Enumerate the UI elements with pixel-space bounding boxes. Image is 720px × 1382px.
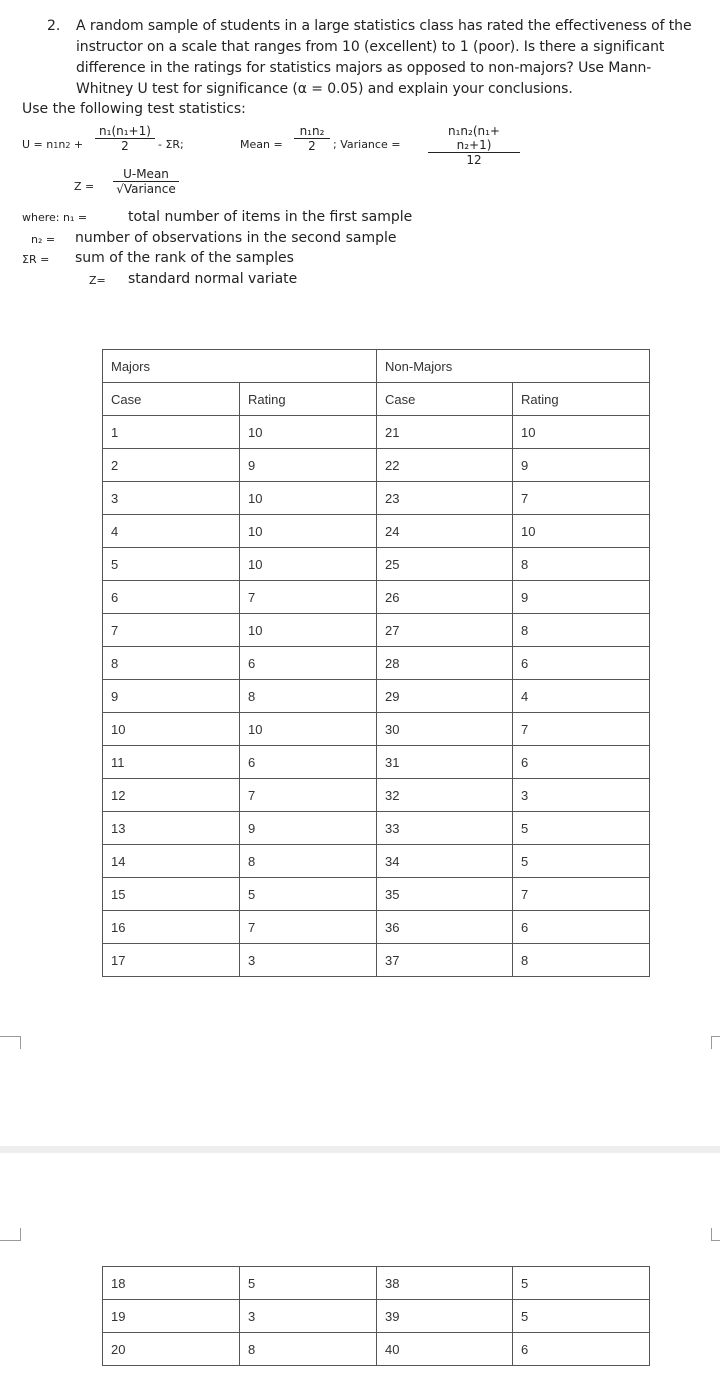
non-majors-rating-cell: 9	[513, 581, 650, 614]
non-majors-case-cell: 36	[377, 911, 513, 944]
z-fraction: U-Mean √Variance	[113, 167, 179, 196]
non-majors-case-cell: 37	[377, 944, 513, 977]
non-majors-rating-cell: 10	[513, 416, 650, 449]
where-label: where: n₁ =	[22, 211, 88, 224]
non-majors-case-cell: 27	[377, 614, 513, 647]
majors-case-cell: 2	[103, 449, 240, 482]
non-majors-case-cell: 30	[377, 713, 513, 746]
mean-label: Mean =	[240, 138, 283, 151]
non-majors-rating-cell: 6	[513, 647, 650, 680]
majors-rating-cell: 3	[240, 1300, 377, 1333]
sr-label: ΣR =	[22, 253, 50, 266]
majors-case-cell: 5	[103, 548, 240, 581]
question-line-3: difference in the ratings for statistics majors as opposed to non-majors? Use Mann-	[76, 60, 652, 76]
non-majors-case-cell: 21	[377, 416, 513, 449]
majors-header: Majors	[103, 350, 377, 383]
non-majors-rating-cell: 8	[513, 614, 650, 647]
majors-case-cell: 12	[103, 779, 240, 812]
table-row	[103, 548, 650, 581]
u-fraction: $\frac{\text{n₁(n₁+1)}}{2}$	[95, 124, 155, 153]
question-number: 2.	[47, 18, 61, 34]
z-definition: standard normal variate	[128, 271, 298, 287]
non-majors-rating-cell: 7	[513, 713, 650, 746]
non-majors-case-cell: 39	[377, 1300, 513, 1333]
non-majors-case-cell: 23	[377, 482, 513, 515]
u-formula-tail: - ΣR;	[158, 138, 184, 151]
mean-fraction: $\frac{\text{n₁n₂}}{2}$	[294, 124, 330, 153]
non-majors-rating-cell: 6	[513, 1333, 650, 1366]
n2-label: n₂ =	[31, 233, 56, 246]
non-majors-case-cell: 25	[377, 548, 513, 581]
table-row	[103, 944, 650, 977]
majors-rating-cell: 10	[240, 482, 377, 515]
non-majors-rating-header: Rating	[513, 383, 650, 416]
table-row	[103, 746, 650, 779]
page-corner-mark	[711, 1228, 720, 1241]
table-row	[103, 713, 650, 746]
non-majors-case-cell: 33	[377, 812, 513, 845]
non-majors-rating-cell: 4	[513, 680, 650, 713]
question-line-2: instructor on a scale that ranges from 10 (excellent) to 1 (poor). Is there a significant	[76, 39, 665, 55]
table-row	[103, 779, 650, 812]
non-majors-rating-cell: 8	[513, 548, 650, 581]
majors-rating-cell: 10	[240, 548, 377, 581]
non-majors-rating-cell: 7	[513, 878, 650, 911]
majors-rating-cell: 3	[240, 944, 377, 977]
majors-rating-cell: 10	[240, 515, 377, 548]
majors-rating-cell: 10	[240, 416, 377, 449]
majors-case-cell: 3	[103, 482, 240, 515]
majors-case-cell: 11	[103, 746, 240, 779]
majors-rating-cell: 9	[240, 449, 377, 482]
table-row	[103, 911, 650, 944]
non-majors-case-cell: 31	[377, 746, 513, 779]
majors-rating-cell: 9	[240, 812, 377, 845]
majors-case-cell: 9	[103, 680, 240, 713]
table-row	[103, 581, 650, 614]
variance-label: ; Variance =	[333, 138, 401, 151]
non-majors-rating-cell: 7	[513, 482, 650, 515]
non-majors-case-header: Case	[377, 383, 513, 416]
majors-case-cell: 1	[103, 416, 240, 449]
majors-rating-header: Rating	[240, 383, 377, 416]
non-majors-case-cell: 29	[377, 680, 513, 713]
non-majors-rating-cell: 6	[513, 911, 650, 944]
non-majors-case-cell: 24	[377, 515, 513, 548]
majors-rating-cell: 10	[240, 614, 377, 647]
non-majors-rating-cell: 10	[513, 515, 650, 548]
non-majors-header: Non-Majors	[377, 350, 650, 383]
majors-rating-cell: 7	[240, 779, 377, 812]
non-majors-rating-cell: 3	[513, 779, 650, 812]
ratings-table	[102, 349, 650, 977]
majors-rating-cell: 5	[240, 878, 377, 911]
question-line-1: A random sample of students in a large statistics class has rated the effectiveness of the	[76, 18, 692, 34]
majors-rating-cell: 6	[240, 647, 377, 680]
table-row	[103, 878, 650, 911]
table-row	[103, 680, 650, 713]
page-corner-mark	[711, 1036, 720, 1049]
majors-case-cell: 17	[103, 944, 240, 977]
u-formula: U = n1n2 +	[22, 138, 84, 151]
z-def-label: Z=	[89, 274, 106, 287]
majors-rating-cell: 8	[240, 1333, 377, 1366]
majors-rating-cell: 8	[240, 680, 377, 713]
majors-case-cell: 19	[103, 1300, 240, 1333]
non-majors-case-cell: 34	[377, 845, 513, 878]
non-majors-case-cell: 38	[377, 1267, 513, 1300]
majors-case-cell: 10	[103, 713, 240, 746]
majors-rating-cell: 5	[240, 1267, 377, 1300]
non-majors-case-cell: 40	[377, 1333, 513, 1366]
majors-case-cell: 8	[103, 647, 240, 680]
n2-definition: number of observations in the second sample	[75, 230, 397, 246]
table-row	[103, 1267, 650, 1300]
table-row	[103, 812, 650, 845]
majors-case-cell: 18	[103, 1267, 240, 1300]
majors-rating-cell: 10	[240, 713, 377, 746]
table-row	[103, 647, 650, 680]
column-header-row	[103, 383, 650, 416]
non-majors-rating-cell: 5	[513, 1300, 650, 1333]
variance-fraction: $\frac{\text{n₁n₂(n₁+ n₂+1)}}{12}$	[428, 124, 520, 167]
majors-case-cell: 13	[103, 812, 240, 845]
majors-case-header: Case	[103, 383, 240, 416]
table-row	[103, 482, 650, 515]
table-row	[103, 449, 650, 482]
non-majors-rating-cell: 5	[513, 812, 650, 845]
majors-rating-cell: 7	[240, 581, 377, 614]
ratings-table-continued	[102, 1266, 650, 1366]
non-majors-rating-cell: 5	[513, 845, 650, 878]
question-line-4: Whitney U test for significance (α = 0.05) and explain your conclusions.	[76, 81, 573, 97]
page-corner-mark	[0, 1036, 21, 1049]
non-majors-rating-cell: 8	[513, 944, 650, 977]
non-majors-rating-cell: 5	[513, 1267, 650, 1300]
group-header-row	[103, 350, 650, 383]
non-majors-case-cell: 28	[377, 647, 513, 680]
table-row	[103, 845, 650, 878]
table-row	[103, 614, 650, 647]
majors-case-cell: 20	[103, 1333, 240, 1366]
majors-case-cell: 7	[103, 614, 240, 647]
non-majors-case-cell: 26	[377, 581, 513, 614]
table-row	[103, 416, 650, 449]
non-majors-rating-cell: 6	[513, 746, 650, 779]
majors-rating-cell: 6	[240, 746, 377, 779]
table-row	[103, 515, 650, 548]
table-row	[103, 1300, 650, 1333]
majors-case-cell: 15	[103, 878, 240, 911]
page-corner-mark	[0, 1228, 21, 1241]
table-row	[103, 1333, 650, 1366]
z-label: Z =	[74, 180, 95, 193]
majors-rating-cell: 7	[240, 911, 377, 944]
majors-case-cell: 14	[103, 845, 240, 878]
non-majors-rating-cell: 9	[513, 449, 650, 482]
stats-intro: Use the following test statistics:	[22, 101, 246, 117]
majors-case-cell: 6	[103, 581, 240, 614]
sr-definition: sum of the rank of the samples	[75, 250, 294, 266]
page-separator	[0, 1146, 720, 1153]
majors-case-cell: 4	[103, 515, 240, 548]
n1-definition: total number of items in the first sample	[128, 209, 413, 225]
majors-case-cell: 16	[103, 911, 240, 944]
majors-rating-cell: 8	[240, 845, 377, 878]
non-majors-case-cell: 22	[377, 449, 513, 482]
non-majors-case-cell: 32	[377, 779, 513, 812]
non-majors-case-cell: 35	[377, 878, 513, 911]
